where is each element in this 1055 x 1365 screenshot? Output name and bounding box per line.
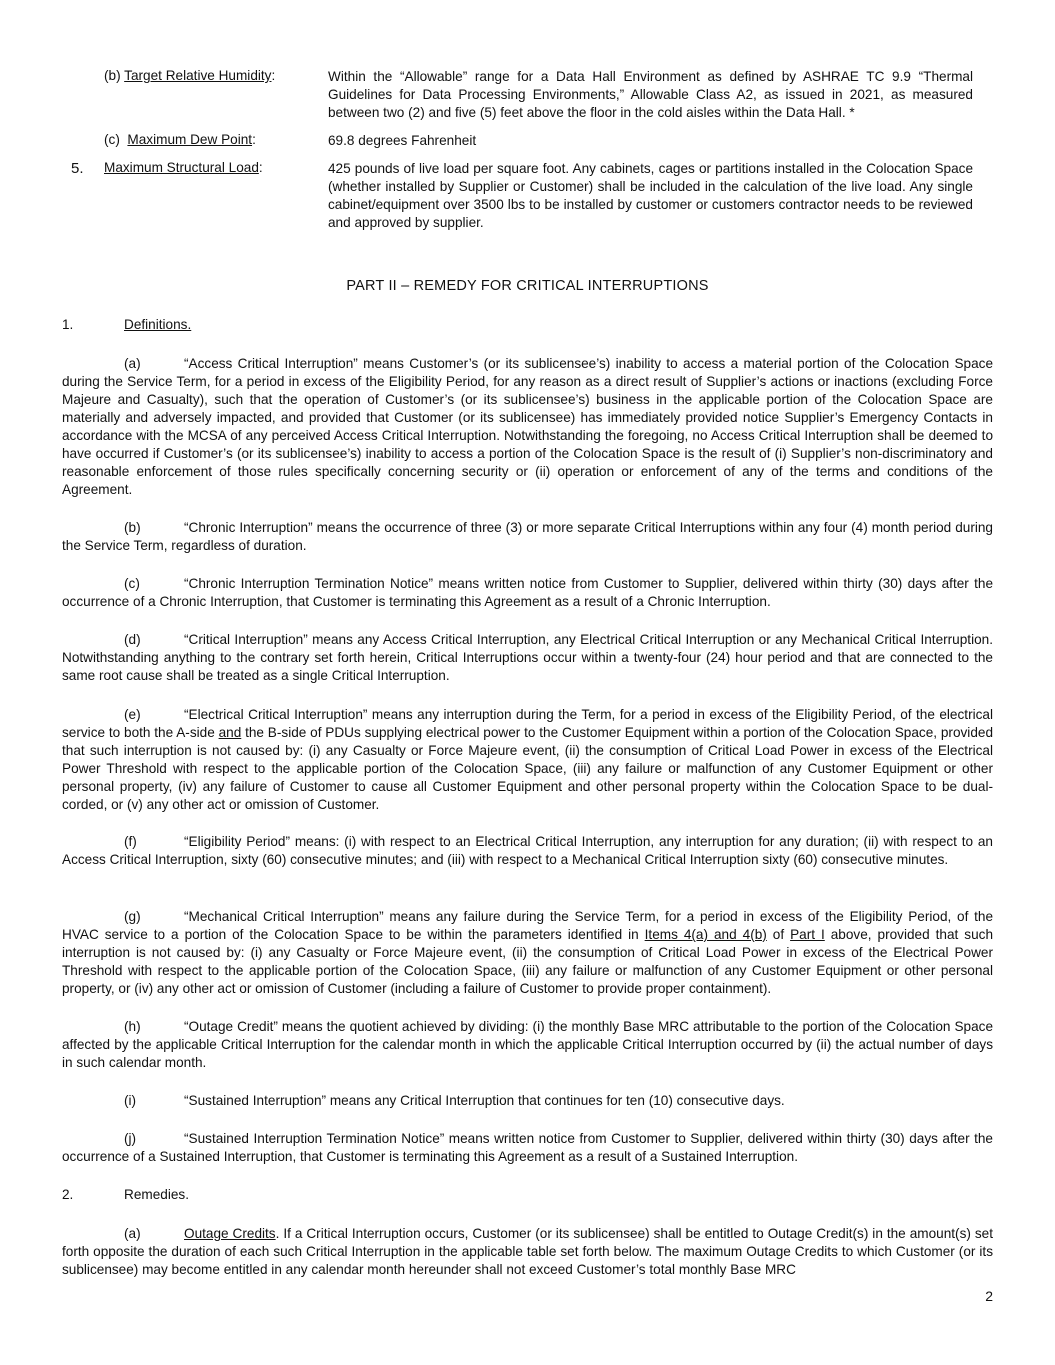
humidity-text: Within the “Allowable” range for a Data Hall Environment as defined by ASHRAE TC 9.9 “Thermal Guidelines for Data Processing Environments,” Allowable Class A2, as issued in 2021, as measured between two (2) and five (5) feet above the floor in the cold aisles within the Data Hall. * xyxy=(328,69,973,120)
definition-text: means any failure during the Service Term, for a period in excess of the Eligibility Period, of the HVAC service to a portion of the Colocation Space to be within the parameters identified in xyxy=(62,909,994,942)
humidity-label-text: Target Relative Humidity xyxy=(124,68,272,83)
definition-letter: (i) xyxy=(124,1093,137,1108)
dewpoint-label xyxy=(104,132,256,147)
definition-term: “Electrical Critical Interruption” xyxy=(184,707,368,722)
definition-letter: (e) xyxy=(124,707,141,722)
definition-text: of xyxy=(766,927,791,942)
dewpoint-colon: : xyxy=(252,132,256,147)
humidity-prefix: (b) xyxy=(104,68,125,83)
definition-term: “Outage Credit” xyxy=(184,1019,278,1034)
definition-text: means any interruption during the Term, for a period in excess of the Eligibility Period, of the electrical service to both the A-side xyxy=(62,707,993,740)
definition-letter: (a) xyxy=(124,356,141,371)
remedy-a xyxy=(62,1225,993,1279)
definition-e xyxy=(62,706,993,814)
definition-letter: (f) xyxy=(124,834,137,849)
section2-number: 2. xyxy=(62,1187,74,1202)
structural-colon: : xyxy=(258,160,263,175)
part2-heading: PART II – REMEDY FOR CRITICAL INTERRUPTIONS xyxy=(346,278,709,294)
definition-c xyxy=(62,575,993,611)
definition-letter: (j) xyxy=(124,1131,137,1146)
remedy-letter: (a) xyxy=(124,1226,141,1241)
structural-number: 5. xyxy=(71,160,84,177)
definition-term: “Critical Interruption” xyxy=(184,632,308,647)
definition-term: “Chronic Interruption” xyxy=(184,520,313,535)
dewpoint-prefix: (c) xyxy=(104,132,120,147)
definition-f xyxy=(62,833,993,869)
remedy-title: Outage Credits xyxy=(184,1226,276,1241)
section1-title: Definitions. xyxy=(124,317,192,332)
definition-h xyxy=(62,1018,993,1072)
definition-text: means written notice from Customer to Supplier, delivered within thirty (30) days after the occurrence of a Sustained Interruption, that Customer is terminating this Agreement as a result of a Sustained Interruption. xyxy=(62,1131,993,1164)
definition-letter: (c) xyxy=(124,576,140,591)
definition-emphasis: and xyxy=(218,725,242,740)
definition-term: “Eligibility Period” xyxy=(184,834,291,849)
definition-term: “Sustained Interruption Termination Notice” xyxy=(184,1131,445,1146)
definition-term: “Sustained Interruption” xyxy=(184,1093,327,1108)
definition-j xyxy=(62,1130,993,1166)
definition-b xyxy=(62,519,993,555)
definition-g xyxy=(62,908,993,998)
structural-label xyxy=(104,160,263,175)
dewpoint-label-text: Maximum Dew Point xyxy=(127,132,253,147)
definition-i xyxy=(62,1092,993,1110)
definition-text: above, provided that such interruption is not caused by: (i) any Casualty or Force Majeure event, (ii) the consumption of Critical Load Power in excess of the Electrical Power Threshold with respect to the applicable portion of the Colocation Space, (iii) any failure or malfunction of any Customer Equipment or other personal property, or (iv) any other act or omission of Customer (including a failure of Customer to provide proper containment). xyxy=(62,927,994,996)
definition-letter: (b) xyxy=(124,520,141,535)
definition-text: means any Access Critical Interruption, any Electrical Critical Interruption or any Mechanical Critical Interruption. Notwithstanding anything to the contrary set forth herein, Critical Interruptions occur within a twenty-four (24) hour period and that are connected to the same root cause shall be treated as a single Critical Interruption. xyxy=(62,632,993,683)
page-number: 2 xyxy=(985,1288,993,1304)
structural-label-text: Maximum Structural Load xyxy=(104,160,259,175)
definition-term: “Mechanical Critical Interruption” xyxy=(184,909,384,924)
definition-text: means the quotient achieved by dividing: (i) the monthly Base MRC attributable to the portion of the Colocation Space affected by the applicable Critical Interruption for the calendar month in which the applicable Critical Interruption occurred by (ii) the actual number of days in such calendar month. xyxy=(62,1019,994,1070)
definition-text: means any Critical Interruption that continues for ten (10) consecutive days. xyxy=(326,1093,785,1108)
definition-text: means the occurrence of three (3) or more separate Critical Interruptions within any four (4) month period during the Service Term, regardless of duration. xyxy=(62,520,993,553)
humidity-colon: : xyxy=(271,68,276,83)
definition-term: “Access Critical Interruption” xyxy=(184,356,358,371)
remedy-text: . If a Critical Interruption occurs, Customer (or its sublicensee) shall be entitled to Outage Credit(s) in the amount(s) set forth opposite the duration of each such Critical Interruption in the applicable table set forth below. The maximum Outage Credits to which Customer (or its sublicensee) may become entitled in any calendar month hereunder shall not exceed Customer’s total monthly Base MRC xyxy=(62,1226,993,1277)
dewpoint-text: 69.8 degrees Fahrenheit xyxy=(328,133,477,148)
definition-d xyxy=(62,631,993,685)
cross-reference: Items 4(a) and 4(b) xyxy=(644,927,767,942)
section2-title: Remedies. xyxy=(124,1187,189,1202)
definition-a xyxy=(62,355,993,499)
definition-letter: (h) xyxy=(124,1019,141,1034)
definition-letter: (d) xyxy=(124,632,141,647)
definition-text: the B-side of PDUs supplying electrical power to the Customer Equipment within a portion of the Colocation Space, provided that such interruption is not caused by: (i) any Casualty or Force Majeure event, (ii) the consumption of Critical Load Power in excess of the Electrical Power Threshold with respect to the applicable portion of the Colocation Space, (iii) any failure or malfunction of any Customer Equipment or other personal property, (iv) any failure of Customer to cause all Customer Equipment and other personal property within the Colocation Space to be dual-corded, or (v) any other act or omission of Customer. xyxy=(62,725,993,812)
definition-text: means Customer’s (or its sublicensee’s) inability to access a material portion of the Colocation Space during the Service Term, for a period in excess of the Eligibility Period, for any reason as a direct result of Supplier’s actions or inactions (excluding Force Majeure and Casualty), such that the operation of Customer’s (or its sublicensee’s) business in the applicable portion of the Colocation Space are materially and adversely impacted, and provided that Customer (or its sublicensee) has immediately provided notice Supplier’s Emergency Contacts in accordance with the MCSA of any perceived Access Critical Interruption. Notwithstanding the foregoing, no Access Critical Interruption shall be deemed to have occurred if Customer’s (or its sublicensee’s) inability to access a portion of the Colocation Space is the result of (i) Supplier’s non-discriminatory and reasonable enforcement of those rules specifically concerning security or (ii) operation or enforcement of any of the terms and conditions of the Agreement. xyxy=(62,356,994,497)
definition-letter: (g) xyxy=(124,909,141,924)
definition-term: “Chronic Interruption Termination Notice” xyxy=(184,576,434,591)
cross-reference: Part I xyxy=(790,927,825,942)
humidity-label xyxy=(104,68,275,83)
structural-text: 425 pounds of live load per square foot. Any cabinets, cages or partitions installed in the Colocation Space (whether installed by Supplier or Customer) shall be included in the calculation of the live load. Any single cabinet/equipment over 3500 lbs to be installed by customer or customers contractor needs to be reviewed and approved by supplier. xyxy=(328,161,973,230)
section1-number: 1. xyxy=(62,317,74,332)
definition-text: means written notice from Customer to Supplier, delivered within thirty (30) days after the occurrence of a Chronic Interruption, that Customer is terminating this Agreement as a result of a Chronic Interruption. xyxy=(62,576,993,609)
definition-text: means: (i) with respect to an Electrical Critical Interruption, any interruption for any duration; (ii) with respect to an Access Critical Interruption, sixty (60) consecutive minutes; and (iii) with respect to a Mechanical Critical Interruption sixty (60) consecutive minutes. xyxy=(62,834,993,867)
